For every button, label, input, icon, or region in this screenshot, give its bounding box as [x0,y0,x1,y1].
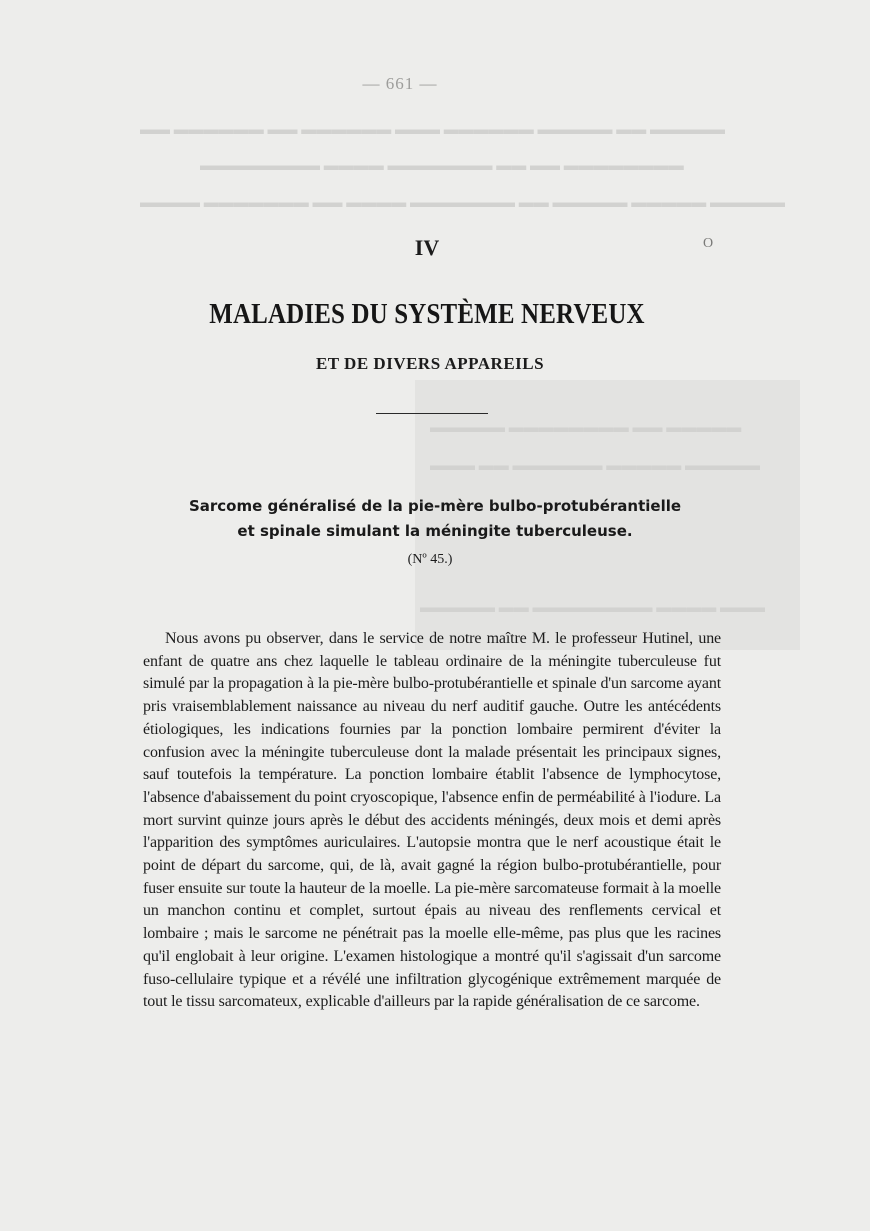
section-divider [376,413,488,414]
article-title [0,494,870,544]
article-title-line: et spinale simulant la méningite tuberculeuse. [237,522,633,540]
bleed-through-text: ▬▬▬▬▬ ▬▬▬▬▬▬▬▬ ▬▬ ▬▬▬▬▬ [430,420,742,436]
chapter-subtitle: ET DE DIVERS APPAREILS [315,354,545,373]
page-number: — 661 — [362,74,438,93]
chapter-title: MALADIES DU SYSTÈME NERVEUX [209,298,645,330]
margin-mark: O [703,236,714,251]
body-text [143,628,721,1014]
case-number: (Nº 45.) [407,552,453,567]
bleed-through-text: ▬▬▬ ▬▬ ▬▬▬▬▬▬ ▬▬▬▬▬ ▬▬▬▬▬ [430,458,760,474]
section-numeral: IV [414,235,440,260]
article-title-line: Sarcome généralisé de la pie-mère bulbo-protubérantielle [188,497,682,515]
bleed-through-text: ▬▬▬▬ ▬▬▬▬▬▬▬ ▬▬ ▬▬▬▬ ▬▬▬▬▬▬▬ ▬▬ ▬▬▬▬▬ ▬▬▬▬▬ ▬▬▬▬▬ [140,195,785,211]
bleed-through-text: ▬▬▬▬▬ ▬▬ ▬▬▬▬▬▬▬▬ ▬▬▬▬ ▬▬▬ [420,600,765,616]
body-paragraph: Nous avons pu observer, dans le service de notre maître M. le professeur Hutinel, une enfant de quatre ans chez laquelle le tableau ordinaire de la méningite tuberculeuse fut simulé par la propagation à la pie-mère bulbo-protubérantielle et spinale d'un sarcome ayant pris vraisemblablement naissance au niveau du nerf auditif gauche. Outre les antécédents étiologiques, les indications fournies par la ponction lombaire permirent d'éviter la confusion avec la méningite tuberculeuse dont la malade présentait les principaux signes, sauf toutefois la température. La ponction lombaire établit l'absence de lymphocytose, l'absence d'abaissement du point cryoscopique, l'absence enfin de perméabilité à l'iodure. La mort survint quinze jours après le début des accidents méningés, deux mois et demi après l'apparition des symptômes auriculaires. L'autopsie montra que le nerf acoustique était le point de départ du sarcome, qui, de là, avait gagné la région bulbo-protubérantielle, pour fuser ensuite sur toute la hauteur de la moelle. La pie-mère sarcomateuse formait à la moelle un manchon continu et complet, surtout épais au niveau des renflements cervical et lombaire ; mais le sarcome ne pénétrait pas la moelle elle-même, pas plus que les racines qu'il englobait à leur origine. L'examen histologique a montré qu'il s'agissait d'un sarcome fuso-cellulaire typique et a révélé une infiltration glycogénique extrêmement marquée de tout le tissu sarcomateux, explicable d'ailleurs par la rapide généralisation de ce sarcome. [143,630,721,1011]
bleed-through-text: ▬▬▬▬▬▬▬▬ ▬▬▬▬ ▬▬▬▬▬▬▬ ▬▬ ▬▬ ▬▬▬▬▬▬▬▬ [200,158,684,174]
bleed-through-text: ▬▬ ▬▬▬▬▬▬ ▬▬ ▬▬▬▬▬▬ ▬▬▬ ▬▬▬▬▬▬ ▬▬▬▬▬ ▬▬ ▬▬▬▬▬ [140,122,725,138]
